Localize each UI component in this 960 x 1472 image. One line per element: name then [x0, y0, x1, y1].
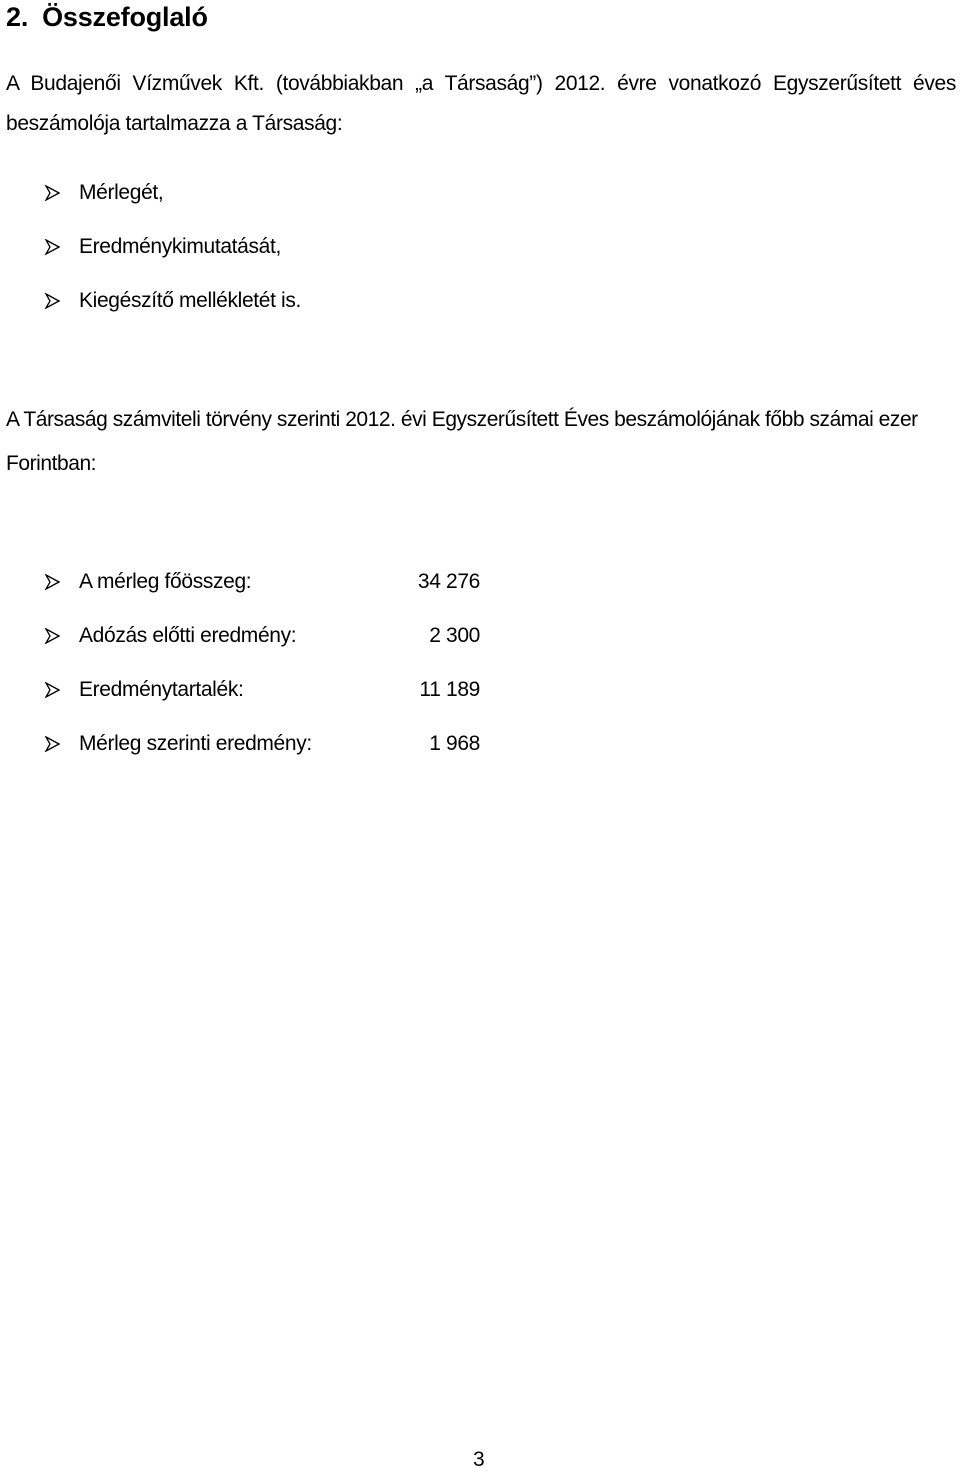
figure-value: 11 189 — [419, 678, 480, 701]
page-number: 3 — [473, 1448, 485, 1471]
list-item-text: Eredménykimutatását, — [79, 235, 281, 258]
summary-line-1: A Társaság számviteli törvény szerinti 2012. évi Egyszerűsített Éves beszámolójának főbb számai ezer — [6, 408, 918, 431]
section-heading — [6, 2, 208, 33]
section-number: 2. — [6, 2, 29, 32]
arrow-bullet-icon — [44, 682, 60, 698]
arrow-bullet-icon — [44, 239, 60, 255]
summary-line-2: Forintban: — [6, 452, 97, 475]
summary-paragraph — [6, 398, 958, 486]
figure-value: 2 300 — [429, 624, 480, 647]
figure-value: 1 968 — [429, 732, 480, 755]
figure-label: Adózás előtti eredmény: — [79, 624, 297, 647]
arrow-bullet-icon — [44, 736, 60, 752]
figure-label: A mérleg főösszeg: — [79, 570, 252, 593]
arrow-bullet-icon — [44, 293, 60, 309]
list-item-text: Mérlegét, — [79, 181, 164, 204]
figure-label: Eredménytartalék: — [79, 678, 244, 701]
list-item-text: Kiegészítő mellékletét is. — [79, 289, 302, 312]
figure-value: 34 276 — [417, 570, 480, 593]
arrow-bullet-icon — [44, 628, 60, 644]
intro-line-1: A Budajenői Vízművek Kft. (továbbiakban „a Társaság”) 2012. évre vonatkozó Egyszerűsített éves — [6, 72, 956, 95]
figure-label: Mérleg szerinti eredmény: — [79, 732, 312, 755]
section-title: Összefoglaló — [42, 2, 208, 32]
arrow-bullet-icon — [44, 574, 60, 590]
arrow-bullet-icon — [44, 185, 60, 201]
intro-paragraph — [6, 64, 956, 144]
intro-line-2: beszámolója tartalmazza a Társaság: — [6, 112, 343, 135]
